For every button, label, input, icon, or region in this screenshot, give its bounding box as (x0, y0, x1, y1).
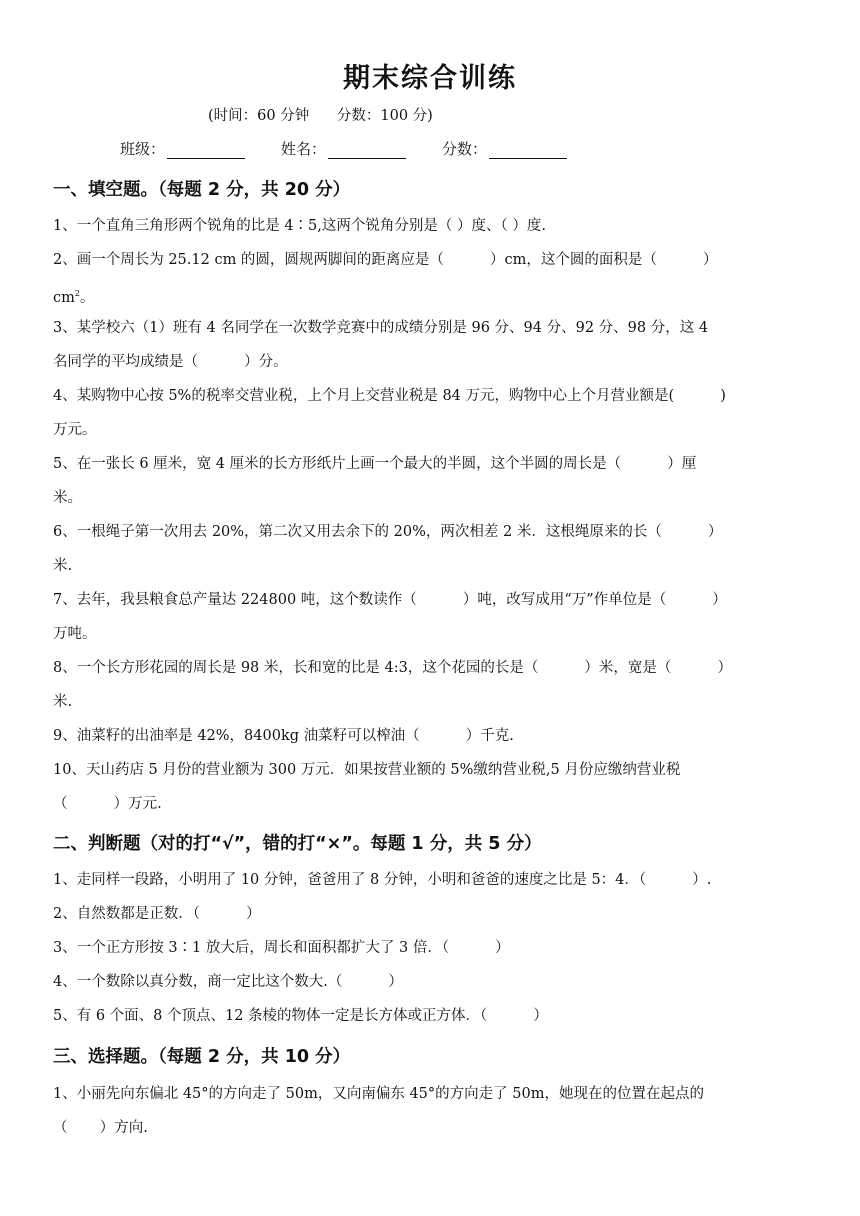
score-label: 分数： (442, 140, 488, 158)
score-blank[interactable] (489, 142, 567, 159)
page-title: 期末综合训练 (343, 63, 517, 94)
question-2-5: 5、有 6 个面、8 个顶点、12 条棱的物体一定是长方体或正方体．（ ） (53, 1008, 548, 1024)
question-1-6-line-1: 6、一根绳子第一次用去 20%，第二次又用去余下的 20%，两次相差 2 米．这根绳原来的长（ ） (53, 524, 723, 540)
unit-square: 2 (74, 289, 80, 298)
question-2-2: 2、自然数都是正数．（ ） (53, 906, 261, 922)
class-label: 班级： (120, 140, 166, 158)
student-info-row (120, 138, 603, 159)
question-1-10-line-1: 10、天山药店 5 月份的营业额为 300 万元．如果按营业额的 5%缴纳营业税,5 月份应缴纳营业税 (53, 762, 681, 778)
question-2-3: 3、一个正方形按 3∶1 放大后，周长和面积都扩大了 3 倍．（ ） (53, 940, 510, 956)
question-1-3-line-1: 3、某学校六（1）班有 4 名同学在一次数学竞赛中的成绩分别是 96 分、94 分、92 分、98 分，这 4 (53, 320, 709, 336)
question-1-1: 1、一个直角三角形两个锐角的比是 4∶5,这两个锐角分别是（ ）度、（ ）度. (53, 218, 546, 234)
period: 。 (79, 289, 95, 306)
exam-time: (时间：60 分钟 (208, 108, 310, 124)
question-2-1: 1、走同样一段路，小明用了 10 分钟，爸爸用了 8 分钟，小明和爸爸的速度之比是 5：4．（ ）. (53, 872, 712, 888)
question-1-3 (53, 311, 813, 379)
question-1-7-line-2: 万吨。 (53, 626, 97, 642)
score-field (442, 138, 567, 159)
name-blank[interactable] (328, 142, 406, 159)
question-3-1 (53, 1077, 813, 1145)
question-1-5 (53, 447, 813, 515)
class-field (120, 138, 245, 159)
question-1-8 (53, 651, 813, 719)
question-1-2-line-2 (53, 277, 813, 311)
question-3-1-line-1: 1、小丽先向东偏北 45°的方向走了 50m，又向南偏东 45°的方向走了 50m，她现在的位置在起点的 (53, 1086, 704, 1102)
question-1-6 (53, 515, 813, 583)
question-1-4 (53, 379, 813, 447)
question-1-9: 9、油菜籽的出油率是 42%，8400kg 油菜籽可以榨油（ ）千克. (53, 728, 514, 744)
question-3-1-line-2: （ ）方向. (53, 1120, 148, 1136)
question-1-10 (53, 753, 813, 821)
name-field (281, 138, 406, 159)
question-1-7-line-1: 7、去年，我县粮食总产量达 224800 吨，这个数读作（ ）吨，改写成用“万”作单位是（ ） (53, 592, 727, 608)
section-2-heading: 二、判断题（对的打“√”，错的打“×”。每题 1 分，共 5 分） (53, 834, 542, 854)
name-label: 姓名： (281, 140, 327, 158)
question-1-2 (53, 243, 813, 311)
question-1-10-line-2: （ ）万元. (53, 796, 162, 812)
section-3-heading: 三、选择题。（每题 2 分，共 10 分） (53, 1047, 351, 1067)
question-1-4-line-1: 4、某购物中心按 5%的税率交营业税，上个月上交营业税是 84 万元，购物中心上个月营业额是( ) (53, 388, 726, 404)
question-1-2-line-1: 2、画一个周长为 25.12 cm 的圆，圆规两脚间的距离应是（ ）cm，这个圆的面积是（ ） (53, 252, 718, 268)
question-1-7 (53, 583, 813, 651)
question-1-8-line-1: 8、一个长方形花园的周长是 98 米，长和宽的比是 4:3，这个花园的长是（ ）米，宽是（ ） (53, 660, 733, 676)
question-1-6-line-2: 米. (53, 558, 73, 574)
question-2-4: 4、一个数除以真分数，商一定比这个数大.（ ） (53, 974, 403, 990)
exam-subtitle (208, 104, 433, 125)
question-1-3-line-2: 名同学的平均成绩是（ ）分。 (53, 354, 288, 370)
section-1-heading: 一、填空题。（每题 2 分，共 20 分） (53, 180, 351, 200)
exam-total-score: 分数：100 分) (336, 108, 433, 124)
question-1-4-line-2: 万元。 (53, 422, 97, 438)
class-blank[interactable] (167, 142, 245, 159)
question-1-5-line-2: 米。 (53, 490, 82, 506)
question-1-8-line-2: 米. (53, 694, 73, 710)
unit-cm: cm (53, 289, 75, 306)
question-1-5-line-1: 5、在一张长 6 厘米，宽 4 厘米的长方形纸片上画一个最大的半圆，这个半圆的周长是（ ）厘 (53, 456, 697, 472)
